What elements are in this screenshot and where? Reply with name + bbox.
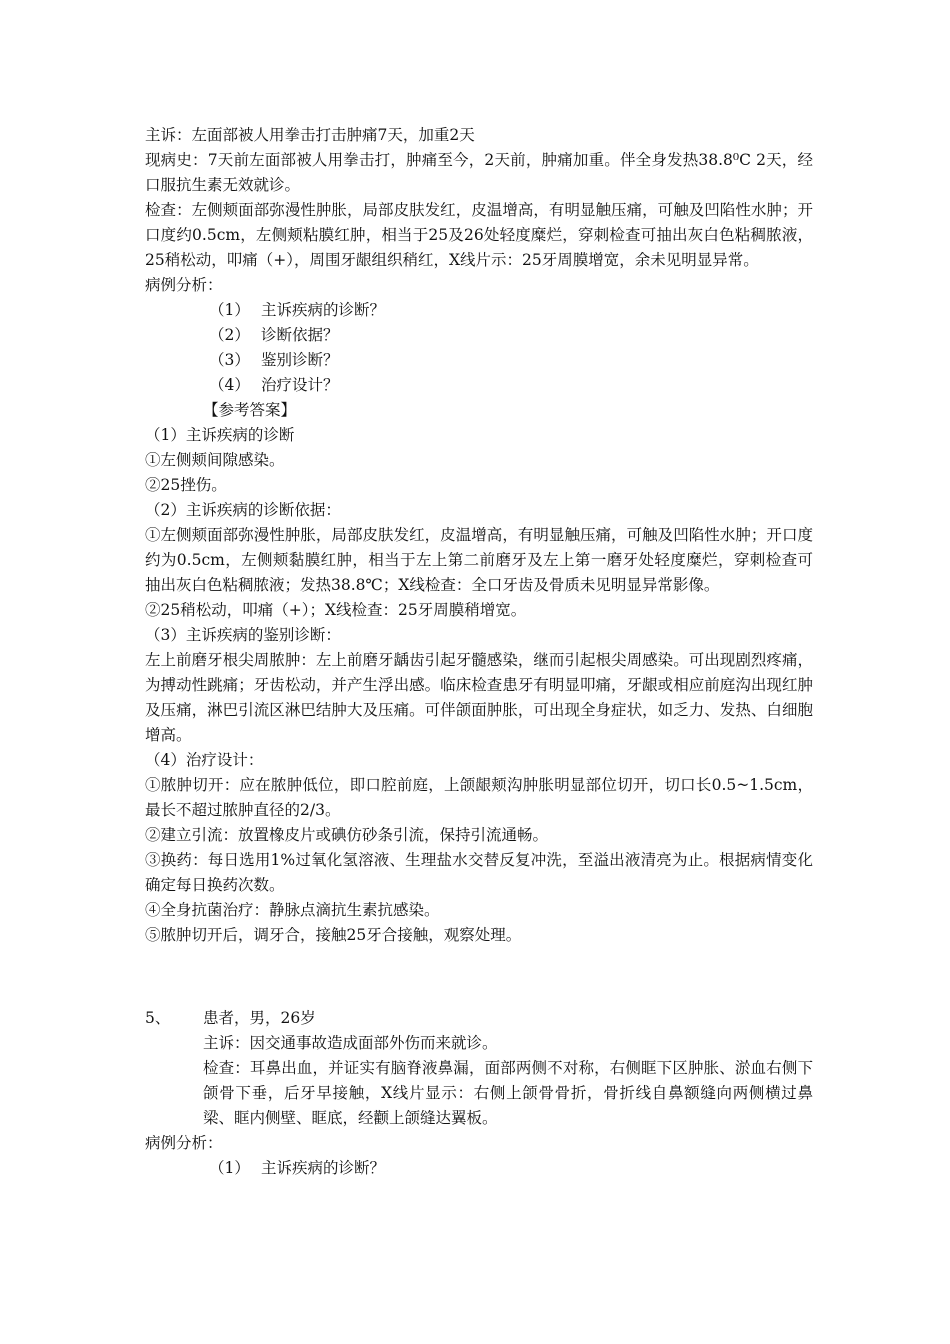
answer-diagnosis-heading: （1）主诉疾病的诊断 [145,426,295,444]
case4-question [209,323,813,348]
answer-paragraph: ①左侧颊面部弥漫性肿胀，局部皮肤发红，皮温增高，有明显触压痛，可触及凹陷性水肿；开口度约为0.5cm，左侧颊黏膜红肿，相当于左上第二前磨牙及左上第一磨牙处轻度糜烂，穿刺检查可抽出灰白色粘稠脓液；发热38.8℃；X线检查：全口牙齿及骨质未见明显异常影像。 [145,526,813,594]
question-number: （2） [209,326,250,344]
answer-line: ①左侧颊间隙感染。 [145,451,285,469]
question-number: （3） [209,351,250,369]
case4-history: 现病史：7天前左面部被人用拳击打，肿痛至今，2天前，肿痛加重。伴全身发热38.8⁰C 2天，经口服抗生素无效就诊。 [145,151,813,194]
case5-complaint: 主诉：因交通事故造成面部外伤而来就诊。 [203,1034,498,1052]
question-number: （1） [209,1159,250,1177]
case5-section [145,1006,813,1181]
case4-question [209,298,813,323]
case5-header [145,1006,813,1031]
answer-paragraph: ①脓肿切开：应在脓肿低位，即口腔前庭，上颌龈颊沟肿胀明显部位切开，切口长0.5~1.5cm，最长不超过脓肿直径的2/3。 [145,776,813,819]
case4-analysis-label: 病例分析： [145,276,223,294]
answer-paragraph: 左上前磨牙根尖周脓肿：左上前磨牙龋齿引起牙髓感染，继而引起根尖周感染。可出现剧烈疼痛，为搏动性跳痛；牙齿松动，并产生浮出感。临床检查患牙有明显叩痛，牙龈或相应前庭沟出现红肿及压痛，淋巴引流区淋巴结肿大及压痛。可伴颌面肿胀，可出现全身症状，如乏力、发热、白细胞增高。 [145,651,813,744]
question-text: 主诉疾病的诊断？ [261,1159,386,1177]
case5-question [209,1156,813,1181]
case5-analysis-label: 病例分析： [145,1134,223,1152]
answer-treatment-heading: （4）治疗设计： [145,751,264,769]
answer-line: ②25稍松动，叩痛（+）；X线检查：25牙周膜稍增宽。 [145,601,527,619]
case4-exam: 检查：左侧颊面部弥漫性肿胀，局部皮肤发红，皮温增高，有明显触压痛，可触及凹陷性水肿；开口度约0.5cm，左侧颊粘膜红肿，相当于25及26处轻度糜烂，穿刺检查可抽出灰白色粘稠脓液，25稍松动，叩痛（+），周围牙龈组织稍红，X线片示：25牙周膜增宽，余未见明显异常。 [145,201,813,269]
case4-complaint: 主诉：左面部被人用拳击打击肿痛7天，加重2天 [145,126,475,144]
document-body [145,123,813,1181]
question-number: （1） [209,301,250,319]
case5-number: 5、 [145,1009,171,1027]
answer-line: ⑤脓肿切开后，调牙合，接触25牙合接触，观察处理。 [145,926,522,944]
case5-exam: 检查：耳鼻出血，并证实有脑脊液鼻漏，面部两侧不对称，右侧眶下区肿胀、淤血右侧下颌骨下垂，后牙早接触，X线片显示：右侧上颌骨骨折，骨折线自鼻额缝向两侧横过鼻梁、眶内侧壁、眶底，经颧上颌缝达翼板。 [203,1059,813,1127]
case5-patient: 患者，男，26岁 [203,1009,316,1027]
question-text: 鉴别诊断？ [261,351,339,369]
reference-answer-heading: 【参考答案】 [203,401,297,419]
answer-line: ②25挫伤。 [145,476,227,494]
case4-question [209,348,813,373]
answer-line: ②建立引流：放置橡皮片或碘仿砂条引流，保持引流通畅。 [145,826,549,844]
question-text: 主诉疾病的诊断？ [261,301,386,319]
question-number: （4） [209,376,250,394]
answer-basis-heading: （2）主诉疾病的诊断依据： [145,501,341,519]
question-text: 诊断依据？ [261,326,339,344]
answer-paragraph: ③换药：每日选用1%过氧化氢溶液、生理盐水交替反复冲洗，至溢出液清亮为止。根据病情变化确定每日换药次数。 [145,851,813,894]
answer-differential-heading: （3）主诉疾病的鉴别诊断： [145,626,341,644]
answer-line: ④全身抗菌治疗：静脉点滴抗生素抗感染。 [145,901,440,919]
question-text: 治疗设计？ [261,376,339,394]
case4-question [209,373,813,398]
